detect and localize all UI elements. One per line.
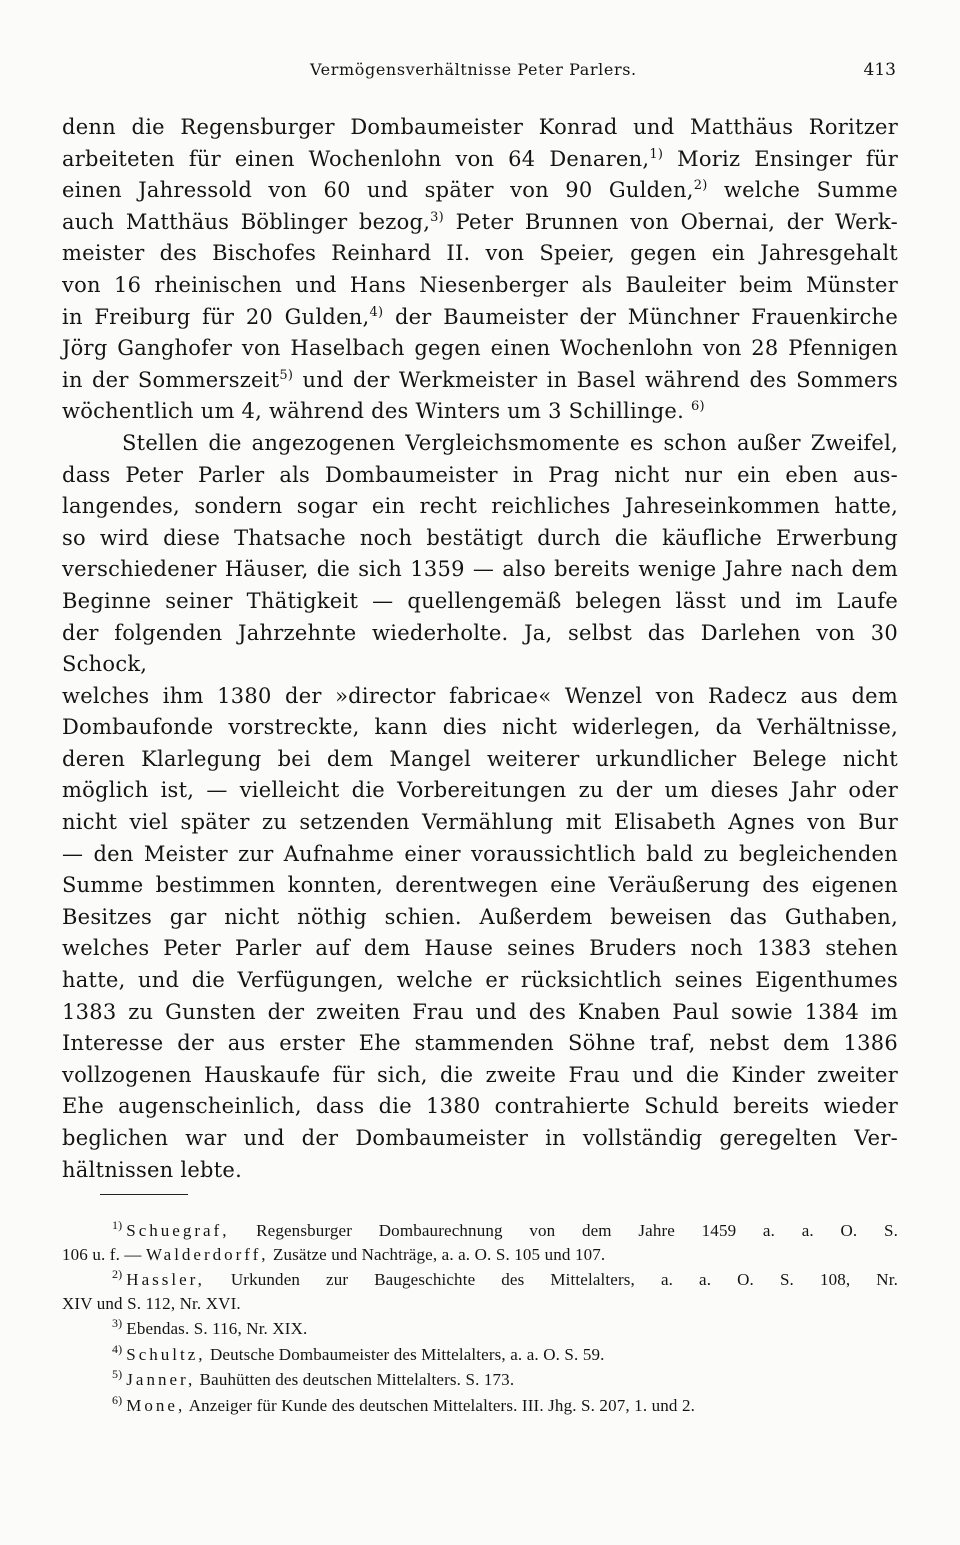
text-line: so wird diese Thatsache noch bestätigt durch die käufliche Erwerbung [62,525,898,550]
footnote-divider [100,1194,188,1195]
text-line: Jörg Ganghofer von Haselbach gegen einen Wochenlohn von 28 Pfennigen [62,336,898,361]
page-number: 413 [863,60,896,80]
footnote-author: Walderdorff, [145,1244,269,1264]
footnote-4: $^{4)}$ Schultz, Deutsche Dombaumeister des Mittelalters, a. a. O. S. 59. [112,1341,605,1364]
footnote-mark: 2) [112,1267,123,1282]
text-line: in der Sommerszeit$^{5)}$ und der Werkmeister in Basel während des Sommers [62,367,898,392]
text-line: Summe bestimmen konnten, derentwegen eine Veräußerung des eigenen [62,873,898,898]
footnote-ref-1: 1) [649,146,664,162]
footnote-author: Hassler, [126,1270,205,1289]
footnote-mark: 5) [112,1367,123,1382]
footnote-author: Mone, [126,1395,186,1415]
footnote-ref-2: 2) [693,178,708,194]
text-line: nicht viel später zu setzenden Vermählung mit Elisabeth Agnes von Bur [62,810,898,835]
footnote-mark: 4) [112,1341,123,1356]
text-line: Besitzes gar nicht nöthig schien. Außerdem beweisen das Guthaben, [62,904,898,929]
footnote-mark: 3) [112,1316,123,1331]
main-text [62,112,898,1186]
text-line: möglich ist, — vielleicht die Vorbereitungen zu der um dieses Jahr oder [62,778,898,803]
text-line: welches ihm 1380 der »director fabricae« Wenzel von Radecz aus dem [62,683,898,708]
footnote-3: $^{3)}$ Ebendas. S. 116, Nr. XIX. [112,1316,308,1338]
footnote-ref-3: 3) [430,209,444,225]
paragraph-1 [62,112,898,428]
footnote-6: $^{6)}$ Mone, Anzeiger für Kunde des deutschen Mittelalters. III. Jhg. S. 207, 1. und 2. [112,1392,696,1415]
text-line: arbeiteten für einen Wochenlohn von 64 Denaren,$^{1)}$ Moriz Ensinger für [62,146,898,171]
footnote-ref-4: 4) [369,304,384,320]
text-line: von 16 rheinischen und Hans Niesenberger als Bauleiter beim Münster [62,272,898,297]
text-line: langendes, sondern sogar ein recht reichliches Jahreseinkommen hatte, [62,494,898,519]
text-line: Interesse der aus erster Ehe stammenden Söhne traf, nebst dem 1386 [62,1031,898,1056]
text-line: 1383 zu Gunsten der zweiten Frau und des Knaben Paul sowie 1384 im [62,999,898,1024]
text-line: — den Meister zur Aufnahme einer voraussichtlich bald zu begleichenden [62,841,898,866]
text-line: deren Klarlegung bei dem Mangel weiterer urkundlicher Belege nicht [62,746,898,771]
text-line: denn die Regensburger Dombaumeister Konrad und Matthäus Roritzer [62,115,898,139]
footnote-author: Schuegraf, [126,1221,230,1240]
footnote-mark: 1) [112,1218,123,1233]
text-line: Dombaufonde vorstreckte, kann dies nicht widerlegen, da Verhältnisse, [62,715,898,740]
text-line: beglichen war und der Dombaumeister in vollständig geregelten Ver- [62,1126,898,1150]
paragraph-2 [62,428,898,1186]
footnote-author: Schultz, [126,1344,206,1364]
text-line: Ehe augenscheinlich, dass die 1380 contrahierte Schuld bereits wieder [62,1094,898,1119]
footnote-mark: 6) [112,1392,123,1407]
text-line: Stellen die angezogenen Vergleichsmomente es schon außer Zweifel, [122,430,898,455]
text-line: dass Peter Parler als Dombaumeister in Prag nicht nur ein eben aus- [62,462,898,487]
text-line: der folgenden Jahrzehnte wiederholte. Ja, selbst das Darlehen von 30 Schock, [62,620,898,677]
text-line: wöchentlich um 4, während des Winters um 3 Schillinge. $^{6)}$ [62,399,705,424]
footnote-2: $^{2)}$ Hassler, Urkunden zur Baugeschichte des Mittelalters, a. a. O. S. 108, Nr. XIV und S. 112, Nr. XVI. [62,1267,898,1313]
page-header [62,60,898,88]
text-line: in Freiburg für 20 Gulden,$^{4)}$ der Baumeister der Münchner Frauenkirche [62,304,898,329]
text-line: hatte, und die Verfügungen, welche er rücksichtlich seines Eigenthumes [62,968,898,993]
text-line: verschiedener Häuser, die sich 1359 — also bereits wenige Jahre nach dem [62,557,898,582]
running-title: Vermögensverhältnisse Peter Parlers. [310,60,637,79]
footnote-ref-5: 5) [279,367,294,383]
text-line: einen Jahressold von 60 und später von 90 Gulden,$^{2)}$ welche Summe [62,178,898,203]
footnotes [62,1219,898,1419]
footnote-1: $^{1)}$ Schuegraf, Regensburger Dombaurechnung von dem Jahre 1459 a. a. O. S. 106 u. f. — Walderdorff, Zusätze und Nachträge, a. a. O. S. 105 und 107. [62,1218,898,1264]
footnote-ref-6: 6) [690,399,705,415]
text-line: welches Peter Parler auf dem Hause seines Bruders noch 1383 stehen [62,936,898,961]
footnote-5: $^{5)}$ Janner, Bauhütten des deutschen Mittelalters. S. 173. [112,1367,515,1389]
text-line: vollzogenen Hauskaufe für sich, die zweite Frau und die Kinder zweiter [62,1062,898,1087]
footnote-author: Janner, [126,1370,196,1389]
text-line: Beginne seiner Thätigkeit — quellengemäß belegen lässt und im Laufe [62,588,898,613]
text-line: hältnissen lebte. [62,1157,243,1182]
text-line: meister des Bischofes Reinhard II. von Speier, gegen ein Jahresgehalt [62,241,898,266]
text-line: auch Matthäus Böblinger bezog,$^{3)}$ Peter Brunnen von Obernai, der Werk- [62,209,898,234]
